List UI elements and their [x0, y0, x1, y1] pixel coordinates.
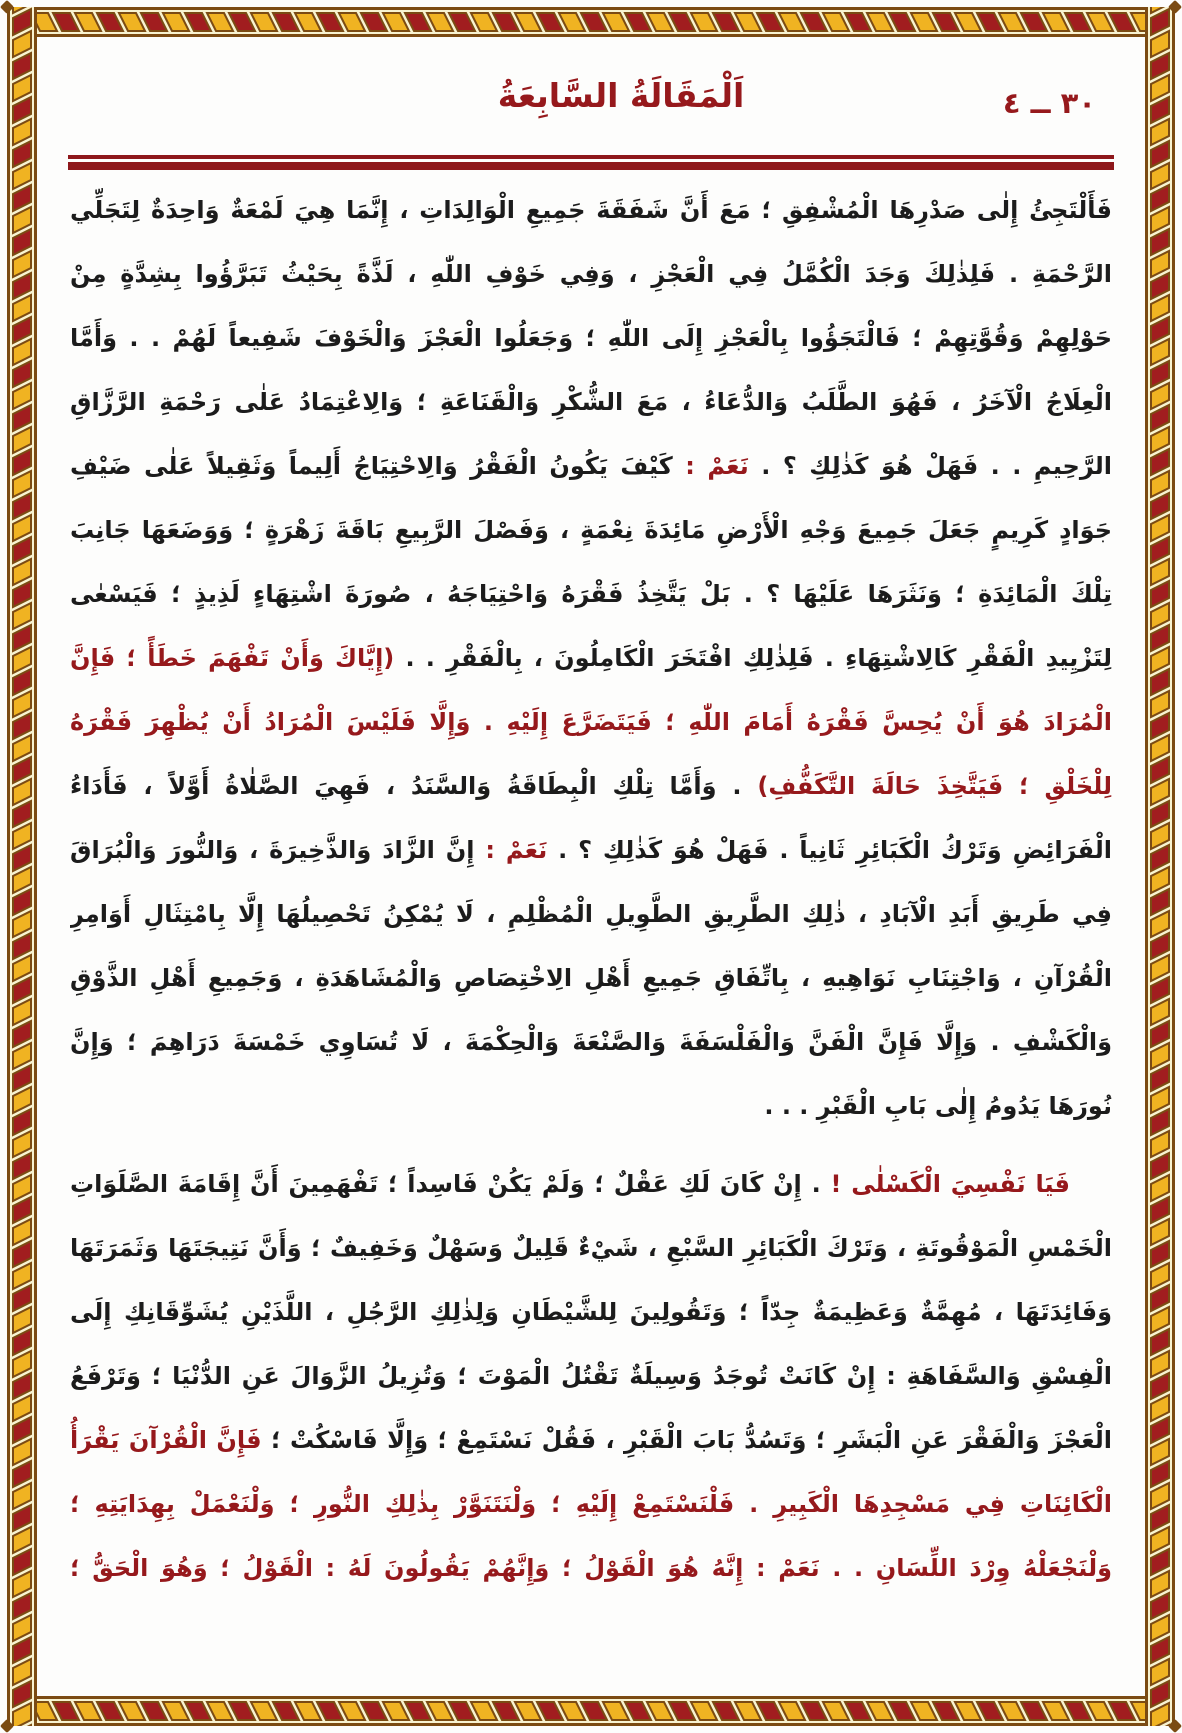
body-text: وَفَائِدَتَهَا ، مُهِمَّةٌ وَعَظِيمَةٌ جِدّاً ؛ وَتَقُولِينَ لِلشَّيْطَانِ وَلِذٰلِكِ الرَّجُلِ ، اللَّذَيْنِ يُشَوِّقَانِكِ إِلَى [70, 1298, 1112, 1326]
body-text: إِنَّ الزَّادَ وَالذَّخِيرَةَ ، وَالنُّورَ وَالْبُرَاقَ [70, 836, 475, 864]
body-text: لِتَزْيِيدِ الْفَقْرِ كَالِاشْتِهَاءِ . فَلِذٰلِكِ افْتَخَرَ الْكَامِلُونَ ، بِالْفَقْرِ . . [394, 644, 1112, 672]
text-line [70, 1280, 1112, 1344]
paragraph [70, 1152, 1112, 1600]
page-body [70, 178, 1112, 1685]
body-text: الْعِلَاجُ الْآخَرُ ، فَهُوَ الطَّلَبُ وَالدُّعَاءُ ، مَعَ الشُّكْرِ وَالْقَنَاعَةِ ؛ وَالِاعْتِمَادُ عَلٰى رَحْمَةِ الرَّزَّاقِ [70, 388, 1112, 416]
text-line [70, 690, 1112, 754]
text-line [70, 882, 1112, 946]
emphasis-text: نَعَمْ : [672, 452, 749, 480]
text-line [70, 434, 1112, 498]
text-line [70, 1344, 1112, 1408]
text-line [70, 1408, 1112, 1472]
emphasis-text: الْكَائِنَاتِ فِي مَسْجِدِهَا الْكَبِيرِ . فَلْنَسْتَمِعْ إِلَيْهِ ؛ وَلْنَتَنَوَّرْ بِذٰلِكِ النُّورِ ؛ وَلْنَعْمَلْ بِهِدَايَتِهِ ؛ [70, 1490, 1112, 1518]
text-line [70, 818, 1112, 882]
text-line [70, 1152, 1112, 1216]
emphasis-text: نَعَمْ : [474, 836, 548, 864]
text-line [70, 306, 1112, 370]
text-line [70, 178, 1112, 242]
body-text: نُورَهَا يَدُومُ إِلٰى بَابِ الْقَبْرِ . . . [764, 1092, 1112, 1120]
ornamental-border-top [7, 7, 1175, 37]
page-title: اَلْمَقَالَةُ السَّابِعَةُ [497, 76, 745, 115]
body-text: الْفِسْقِ وَالسَّفَاهَةِ : إِنْ كَانَتْ تُوجَدُ وَسِيلَةٌ تَقْتُلُ الْمَوْتَ ؛ وَتُزِيلُ الزَّوَالَ عَنِ الدُّنْيَا ؛ وَتَرْفَعُ [70, 1362, 1112, 1390]
body-text: الرَّحِيمِ . . فَهَلْ هُوَ كَذٰلِكِ ؟ . [748, 452, 1112, 480]
emphasis-text: وَلْنَجْعَلْهُ وِرْدَ اللِّسَانِ . . نَعَمْ : إِنَّهُ هُوَ الْقَوْلُ ؛ وَإِنَّهُمْ يَقُولُونَ لَهُ : الْقَوْلُ ؛ وَهُوَ الْحَقُّ ؛ [70, 1554, 1112, 1582]
body-text: تِلْكَ الْمَائِدَةِ ؛ وَنَثَرَهَا عَلَيْهَا ؟ . بَلْ يَتَّخِذُ فَقْرَهُ وَاحْتِيَاجَهُ ، صُورَةَ اشْتِهَاءٍ لَذِيذٍ ؛ فَيَسْعٰى [70, 580, 1112, 608]
page-number: ٣٠ ــ ٤ [1002, 86, 1096, 120]
body-text: كَيْفَ يَكُونُ الْفَقْرُ وَالِاحْتِيَاجُ أَلِيماً وَثَقِيلاً عَلٰى ضَيْفِ [70, 452, 673, 480]
text-line [70, 242, 1112, 306]
body-text: وَالْكَشْفِ . وَإِلَّا فَإِنَّ الْفَنَّ وَالْفَلْسَفَةَ وَالصَّنْعَةَ وَالْحِكْمَةَ ، لَا تُسَاوِي خَمْسَةَ دَرَاهِمَ ؛ وَإِنَّ [70, 1028, 1112, 1056]
text-line [70, 1010, 1112, 1074]
ornamental-border-right [1145, 7, 1175, 1726]
text-line [70, 370, 1112, 434]
text-line [70, 562, 1112, 626]
body-text: الرَّحْمَةِ . فَلِذٰلِكَ وَجَدَ الْكُمَّلُ فِي الْعَجْزِ ، وَفِي خَوْفِ اللّٰهِ ، لَذَّةً بِحَيْثُ تَبَرَّؤُوا بِشِدَّةٍ مِنْ [70, 260, 1112, 288]
body-text: الْقُرْآنِ ، وَاجْتِنَابِ نَوَاهِيهِ ، بِاتِّفَاقِ جَمِيعِ أَهْلِ الِاخْتِصَاصِ وَالْمُشَاهَدَةِ ، وَجَمِيعِ أَهْلِ الذَّوْقِ [70, 964, 1112, 992]
body-text: الْعَجْزَ وَالْفَقْرَ عَنِ الْبَشَرِ ؛ وَتَسُدُّ بَابَ الْقَبْرِ ، فَقُلْ نَسْتَمِعْ ؛ وَإِلَّا فَاسْكُتْ ؛ [261, 1426, 1112, 1454]
paragraph [70, 178, 1112, 1138]
emphasis-text: فَإِنَّ الْقُرْآنَ يَقْرَأُ [70, 1426, 262, 1454]
ornamental-border-left [7, 7, 37, 1726]
emphasis-text: فَيَا نَفْسِيَ الْكَسْلٰى ! [830, 1170, 1071, 1198]
body-text: الْفَرَائِضِ وَتَرْكُ الْكَبَائِرِ ثَانِياً . فَهَلْ هُوَ كَذٰلِكِ ؟ . [547, 836, 1112, 864]
text-line [70, 1216, 1112, 1280]
text-line [70, 1536, 1112, 1600]
emphasis-text: لِلْخَلْقِ ؛ فَيَتَّخِذَ حَالَةَ التَّكَفُّفِ) [757, 772, 1112, 800]
body-text: جَوَادٍ كَرِيمٍ جَعَلَ جَمِيعَ وَجْهِ الْأَرْضِ مَائِدَةَ نِعْمَةٍ ، وَفَصْلَ الرَّبِيعِ بَاقَةَ زَهْرَةٍ ؛ وَوَضَعَهَا جَانِبَ [70, 516, 1112, 544]
body-text: . إِنْ كَانَ لَكِ عَقْلٌ ؛ وَلَمْ يَكُنْ فَاسِداً ؛ تَفْهَمِينَ أَنَّ إِقَامَةَ الصَّلَوَاتِ [70, 1170, 831, 1198]
text-line [70, 754, 1112, 818]
header-divider [68, 155, 1114, 170]
body-text: فَأَلْتَجِئُ إِلٰى صَدْرِهَا الْمُشْفِقِ ؛ مَعَ أَنَّ شَفَقَةَ جَمِيعِ الْوَالِدَاتِ ، إِنَّمَا هِيَ لَمْعَةٌ وَاحِدَةٌ لِتَجَلِّي [70, 196, 1112, 224]
text-line [70, 626, 1112, 690]
body-text: فِي طَرِيقِ أَبَدِ الْآبَادِ ، ذٰلِكِ الطَّرِيقِ الطَّوِيلِ الْمُظْلِمِ ، لَا يُمْكِنُ تَحْصِيلُهَا إِلَّا بِامْتِثَالِ أَوَامِرِ [70, 900, 1112, 928]
body-text: حَوْلِهِمْ وَقُوَّتِهِمْ ؛ فَالْتَجَؤُوا بِالْعَجْزِ إِلَى اللّٰهِ ؛ وَجَعَلُوا الْعَجْزَ وَالْخَوْفَ شَفِيعاً لَهُمْ . . وَأَمَّا [70, 324, 1112, 352]
divider-line-thick [68, 162, 1114, 170]
text-line [70, 946, 1112, 1010]
text-line [70, 498, 1112, 562]
text-line [70, 1472, 1112, 1536]
emphasis-text: الْمُرَادَ هُوَ أَنْ يُحِسَّ فَقْرَهُ أَمَامَ اللّٰهِ ؛ فَيَتَضَرَّعَ إِلَيْهِ . وَإِلَّا فَلَيْسَ الْمُرَادُ أَنْ يُظْهِرَ فَقْرَهُ [70, 708, 1112, 736]
emphasis-text: (إِيَّاكَ وَأَنْ تَفْهَمَ خَطَأً ؛ فَإِنَّ [70, 644, 395, 672]
body-text: الْخَمْسِ الْمَوْقُوتَةِ ، وَتَرْكَ الْكَبَائِرِ السَّبْعِ ، شَيْءٌ قَلِيلٌ وَسَهْلٌ وَخَفِيفٌ ؛ وَأَنَّ نَتِيجَتَهَا وَثَمَرَتَهَا [70, 1234, 1112, 1262]
text-line [70, 1074, 1112, 1138]
ornamental-border-bottom [7, 1696, 1175, 1726]
body-text: . وَأَمَّا تِلْكِ الْبِطَاقَةُ وَالسَّنَدُ ، فَهِيَ الصَّلٰاةُ أَوَّلاً ، فَأَدَاءُ [70, 772, 758, 800]
